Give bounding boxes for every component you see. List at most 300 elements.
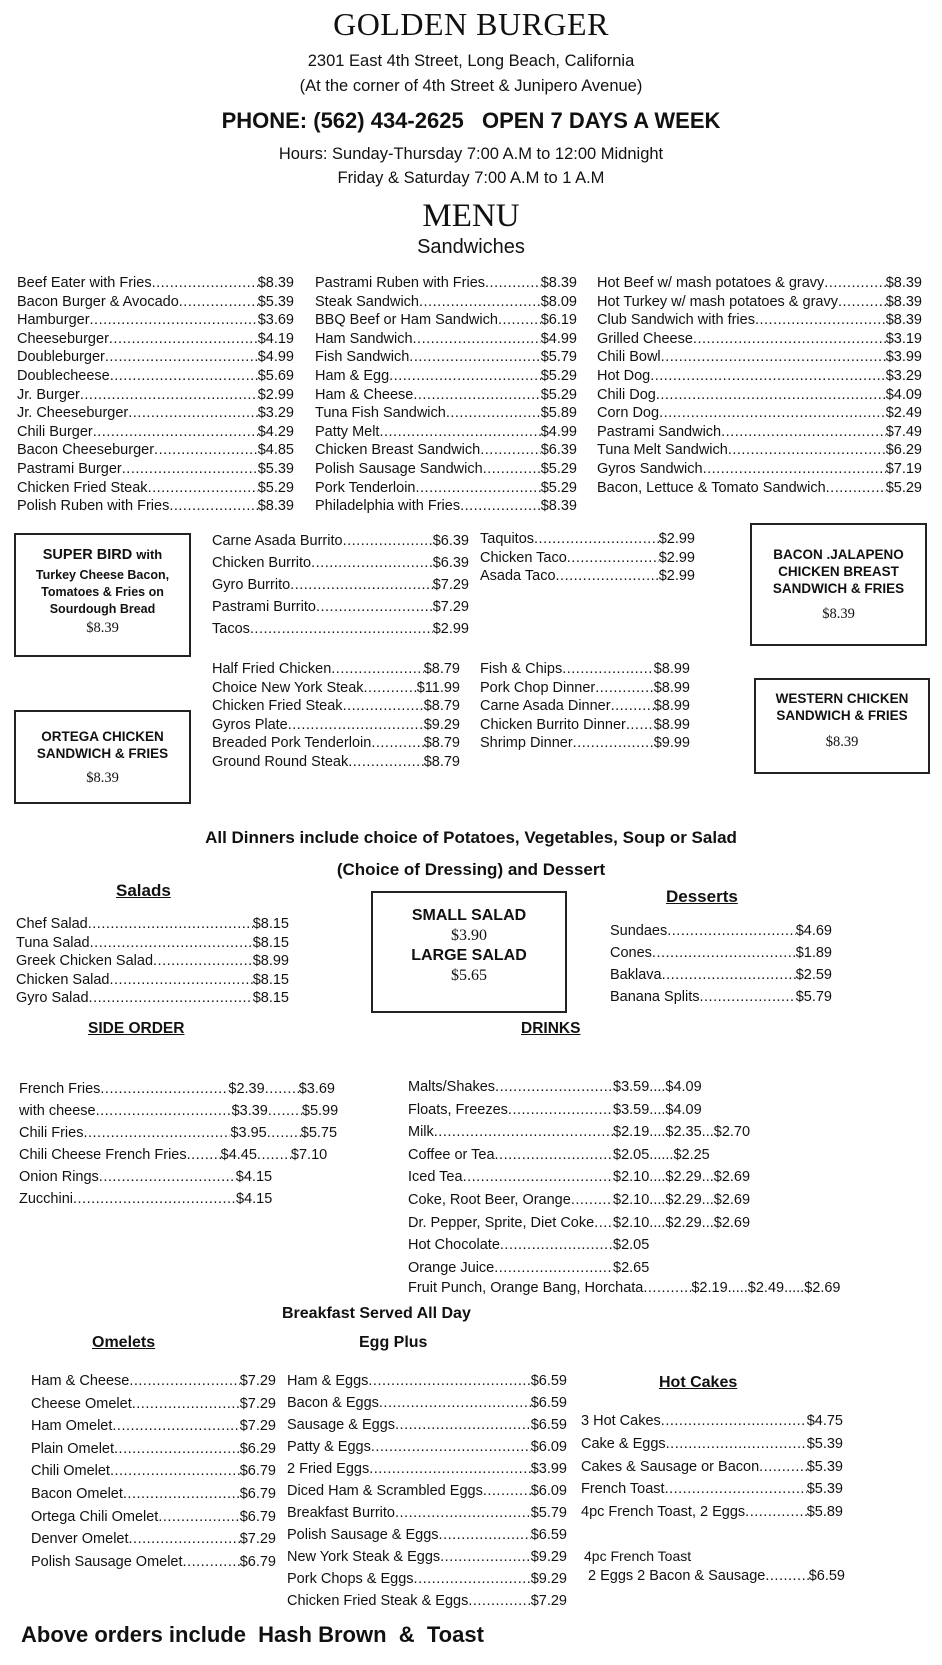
item-name: Patty & Eggs: [287, 1439, 371, 1455]
list-item: [315, 330, 577, 349]
leader-dots: [759, 1456, 807, 1479]
list-item: [597, 404, 922, 423]
list-item: Chili Fries ..... $3.95 ..... $5.75: [19, 1122, 379, 1144]
item-price: $5.29: [540, 479, 577, 496]
leader-dots: [409, 348, 540, 367]
ortega-chicken-box: [14, 710, 191, 804]
item-name: Gyros Sandwich: [597, 460, 703, 477]
leader-dots: [371, 734, 423, 753]
bacon-jalapeno-line3: SANDWICH & FRIES: [772, 581, 905, 596]
leader-dots: [626, 716, 654, 735]
item-name: Fish Sandwich: [315, 349, 410, 366]
drinks-punch: [408, 1279, 868, 1298]
dinners-col2: [480, 660, 690, 753]
item-price: $6.79: [239, 1553, 276, 1570]
item-name: Sausage & Eggs: [287, 1417, 396, 1433]
item-price: $8.39: [885, 312, 922, 329]
list-item: [597, 367, 922, 386]
list-item: [480, 530, 695, 549]
leader-dots: [434, 1121, 613, 1144]
leader-dots: [311, 552, 433, 574]
leader-dots: [495, 1144, 613, 1167]
leader-dots: [122, 460, 258, 479]
leader-dots: [508, 1099, 613, 1122]
item-name: New York Steak & Eggs: [287, 1549, 441, 1565]
item-name: Tacos: [212, 621, 250, 637]
item-price: $7.49: [885, 423, 922, 440]
drinks-heading: DRINKS: [521, 1020, 581, 1037]
leader-dots: [316, 596, 433, 618]
list-item: [480, 734, 690, 753]
list-item: Chili Cheese French Fries ..... $4.45 ..... $7.10: [19, 1144, 379, 1166]
list-item: [16, 934, 289, 953]
leader-dots: [667, 920, 795, 942]
item-price: $8.79: [423, 735, 460, 752]
list-item: [17, 441, 294, 460]
item-name: Polish Sausage Sandwich: [315, 460, 483, 477]
side-order-list: [19, 1078, 379, 1210]
french-toast-combo: [588, 1567, 845, 1586]
western-price: $8.39: [825, 734, 859, 750]
item-name: Club Sandwich with fries: [597, 312, 755, 329]
item-name: Chicken Burrito: [212, 555, 312, 571]
item-name: Iced Tea: [408, 1169, 463, 1186]
list-item: [315, 423, 577, 442]
list-item: [610, 920, 832, 942]
item-price: $6.59: [530, 1373, 567, 1389]
item-price: $6.29: [239, 1440, 276, 1457]
leader-dots: [290, 574, 433, 596]
item-name: Patty Melt: [315, 423, 380, 440]
leader-dots: [123, 1483, 240, 1506]
item-price: $9.29: [423, 716, 460, 733]
leader-dots: [105, 348, 258, 367]
item-name: Breaded Pork Tenderloin: [212, 735, 372, 752]
leader-dots: [110, 1460, 240, 1483]
item-price: $8.09: [540, 293, 577, 310]
list-item: [287, 1568, 567, 1590]
item-name: Ham Omelet: [31, 1418, 113, 1435]
item-price: $6.59: [530, 1527, 567, 1543]
small-salad-label: SMALL SALAD: [411, 907, 527, 924]
leader-dots: [483, 1480, 531, 1502]
leader-dots: [446, 404, 541, 423]
leader-dots: [343, 697, 424, 716]
item-name: Pork Chop Dinner: [480, 679, 596, 696]
item-name: Pork Tenderloin: [315, 479, 416, 496]
tacos-col: [480, 530, 695, 586]
item-name: Orange Juice: [408, 1259, 495, 1276]
leader-dots: [562, 660, 654, 679]
item-price: $3.99: [530, 1461, 567, 1477]
item-price: $5.89: [806, 1504, 843, 1521]
list-item: [31, 1438, 276, 1461]
item-name: Chili Bowl: [597, 349, 661, 366]
item-price: $7.19: [885, 460, 922, 477]
item-name: Gyro Salad: [16, 990, 89, 1007]
leader-dots: [389, 367, 541, 386]
item-name: Tuna Melt Sandwich: [597, 442, 728, 459]
list-item: [287, 1524, 567, 1546]
list-item: French Fries ..... $2.39 ..... $3.69: [19, 1078, 379, 1100]
leader-dots: [498, 311, 541, 330]
item-price: $4.09: [885, 386, 922, 403]
leader-dots: [656, 386, 886, 405]
item-price: $7.29: [432, 599, 469, 615]
item-name: Tuna Salad: [16, 934, 90, 951]
item-name: Coffee or Tea: [408, 1146, 495, 1163]
list-item: with cheese ..... $3.39 ..... $5.99: [19, 1100, 379, 1122]
leader-dots: [460, 497, 541, 516]
leader-dots: [250, 618, 433, 640]
large-salad-price: $5.65: [451, 967, 487, 984]
item-name: Polish Sausage & Eggs: [287, 1527, 439, 1543]
corner-note: (At the corner of 4th Street & Junipero Avenue): [299, 77, 643, 95]
leader-dots: [348, 753, 423, 772]
phone-line: PHONE: (562) 434-2625 OPEN 7 DAYS A WEEK: [221, 108, 721, 133]
item-price: $2.99: [658, 549, 695, 566]
egg-plus-list: [287, 1370, 567, 1612]
leader-dots: [368, 1370, 530, 1392]
list-item: [315, 293, 577, 312]
item-name: Ham Sandwich: [315, 330, 413, 347]
leader-dots: [154, 441, 258, 460]
leader-dots: [379, 1392, 531, 1414]
leader-dots: [110, 367, 258, 386]
list-item: [480, 716, 690, 735]
leader-dots: [494, 1257, 613, 1280]
leader-dots: [485, 274, 541, 293]
item-name: Steak Sandwich: [315, 293, 419, 310]
list-item: [16, 971, 289, 990]
bacon-jalapeno-line2: CHICKEN BREAST: [778, 564, 899, 579]
item-price: $7.29: [239, 1373, 276, 1389]
leader-dots: [595, 679, 653, 698]
leader-dots: [665, 1478, 807, 1501]
list-item: [31, 1528, 276, 1551]
item-price: $2.49: [885, 405, 922, 422]
leader-dots: [128, 404, 257, 423]
item-name: Carne Asada Dinner: [480, 698, 611, 715]
leader-dots: [129, 1528, 240, 1551]
item-name: Gyros Plate: [212, 716, 288, 733]
list-item: [610, 942, 832, 964]
item-name: Asada Taco: [480, 568, 556, 585]
item-name: Pastrami Ruben with Fries: [315, 275, 486, 291]
item-price: $6.09: [530, 1439, 567, 1455]
leader-dots: [93, 423, 258, 442]
french-toast-combo-label: 4pc French Toast: [584, 1548, 692, 1564]
item-name: Polish Ruben with Fries: [17, 498, 170, 515]
item-name: Carne Asada Burrito: [212, 533, 343, 549]
item-name: Taquitos: [480, 531, 535, 547]
item-price: $5.29: [885, 479, 922, 496]
leader-dots: [179, 293, 258, 312]
list-item: [315, 386, 577, 405]
leader-dots: [652, 942, 796, 964]
leader-dots: [745, 1501, 807, 1524]
item-price: $3.19: [885, 330, 922, 347]
item-name: Choice New York Steak: [212, 679, 364, 696]
list-item: [408, 1212, 788, 1235]
leader-dots: [567, 549, 659, 568]
item-name: Hot Beef w/ mash potatoes & gravy: [597, 275, 825, 291]
item-name: Dr. Pepper, Sprite, Diet Coke: [408, 1214, 595, 1231]
item-name: Malts/Shakes: [408, 1079, 496, 1095]
item-name: Cones: [610, 945, 652, 961]
item-price: $2.05: [613, 1237, 650, 1254]
list-item: [581, 1456, 843, 1479]
list-item: [212, 734, 460, 753]
leader-dots: [721, 423, 886, 442]
dinners-note-1: All Dinners include choice of Potatoes, Vegetables, Soup or Salad: [205, 828, 737, 847]
leader-dots: [80, 386, 258, 405]
item-price: $9.29: [530, 1571, 567, 1587]
list-item: [597, 479, 922, 498]
item-name: Chicken Burrito Dinner: [480, 716, 626, 733]
item-name: Ham & Cheese: [31, 1373, 130, 1389]
leader-dots: [468, 1590, 530, 1612]
item-name: Bacon Cheeseburger: [17, 442, 155, 459]
list-item: [212, 660, 460, 679]
list-item: [581, 1478, 843, 1501]
item-name: Cake & Eggs: [581, 1435, 666, 1452]
item-price: $9.29: [530, 1549, 567, 1565]
leader-dots: [571, 1189, 613, 1212]
item-name: Philadelphia with Fries: [315, 498, 461, 515]
salad-size-box: [371, 891, 567, 1013]
leader-dots: [148, 479, 258, 498]
item-price: $7.29: [239, 1531, 276, 1548]
item-price: $4.19: [257, 330, 294, 347]
item-name: Diced Ham & Scrambled Eggs: [287, 1483, 483, 1499]
item-price: $2.99: [658, 531, 695, 547]
omelets-list: [31, 1370, 276, 1573]
item-price: $2.65: [613, 1259, 650, 1276]
item-name: 4pc French Toast, 2 Eggs: [581, 1504, 746, 1521]
list-item: [287, 1458, 567, 1480]
item-name: Chicken Breast Sandwich: [315, 442, 481, 459]
leader-dots: [413, 386, 540, 405]
list-item: [315, 479, 577, 498]
super-bird-price: $8.39: [86, 620, 119, 636]
list-item: [31, 1506, 276, 1529]
list-item: [17, 386, 294, 405]
item-price: $7.29: [530, 1593, 567, 1609]
sandwiches-col1: [17, 274, 294, 516]
item-price: $4.99: [540, 330, 577, 347]
list-item: [597, 423, 922, 442]
list-item: [31, 1393, 276, 1416]
leader-dots: [594, 1212, 613, 1235]
leader-dots: [129, 1370, 239, 1393]
leader-dots: [650, 367, 886, 386]
list-item: [597, 311, 922, 330]
leader-dots: [440, 1546, 531, 1568]
leader-dots: [838, 293, 886, 312]
list-item: [287, 1590, 567, 1612]
leader-dots: [90, 311, 258, 330]
leader-dots: [331, 660, 423, 679]
list-item: [17, 497, 294, 516]
list-item: [408, 1234, 788, 1257]
item-price: $8.39: [257, 275, 294, 291]
item-name: Greek Chicken Salad: [16, 953, 154, 970]
leader-dots: [659, 404, 886, 423]
item-price: $8.99: [653, 661, 690, 677]
item-name: Hot Chocolate: [408, 1237, 500, 1254]
list-item: [315, 404, 577, 423]
item-name: Chicken Fried Steak: [212, 698, 343, 715]
item-name: Jr. Burger: [17, 386, 80, 403]
item-price: $5.29: [540, 367, 577, 384]
leader-dots: [183, 1551, 240, 1574]
item-name: Hot Dog: [597, 367, 651, 384]
leader-dots: [693, 330, 886, 349]
item-name: 2 Fried Eggs: [287, 1461, 370, 1477]
item-price: $11.99: [416, 679, 460, 696]
list-item: [287, 1370, 567, 1392]
list-item: [17, 274, 294, 293]
leader-dots: [703, 460, 886, 479]
list-item: [17, 479, 294, 498]
leader-dots: [110, 971, 253, 990]
salads-list: [16, 915, 289, 1008]
list-item: [480, 679, 690, 698]
large-salad-label: LARGE SALAD: [411, 947, 527, 964]
item-name: Doubleburger: [17, 349, 105, 366]
item-name: Fish & Chips: [480, 661, 563, 677]
leader-dots: [661, 348, 886, 367]
western-line1: WESTERN CHICKEN: [775, 691, 909, 706]
item-name: Ham & Egg: [315, 367, 390, 384]
item-name: Floats, Freezes: [408, 1101, 508, 1118]
list-item: [408, 1144, 788, 1167]
list-item: [17, 404, 294, 423]
list-item: [408, 1189, 788, 1212]
item-price: $4.29: [257, 423, 294, 440]
list-item: Zucchini ..... $4.15: [19, 1188, 379, 1210]
leader-dots: [480, 441, 540, 460]
list-item: [480, 549, 695, 568]
leader-dots: [413, 330, 541, 349]
list-item: [16, 915, 289, 934]
leader-dots: [463, 1166, 613, 1189]
super-bird-with: with: [136, 547, 163, 562]
leader-dots: [114, 1438, 240, 1461]
menu-title: MENU: [422, 198, 520, 234]
list-item: [597, 460, 922, 479]
list-item: [287, 1502, 567, 1524]
item-name: Chili Dog: [597, 386, 656, 403]
list-item: [16, 952, 289, 971]
super-bird-desc3: Sourdough Bread: [49, 602, 156, 616]
item-name: Cheese Omelet: [31, 1395, 132, 1412]
item-price: $2.99: [658, 568, 695, 585]
item-name: Pastrami Burrito: [212, 599, 316, 615]
list-item: Onion Rings ..... $4.15: [19, 1166, 379, 1188]
bacon-jalapeno-line1: BACON .JALAPENO: [773, 547, 904, 562]
bacon-jalapeno-price: $8.39: [822, 606, 855, 622]
list-item: [480, 697, 690, 716]
list-item: [315, 274, 577, 293]
dinners-note-2: (Choice of Dressing) and Dessert: [336, 860, 606, 879]
leader-dots: [500, 1234, 613, 1257]
leader-dots: [662, 964, 796, 986]
list-item: [287, 1414, 567, 1436]
item-price: $6.39: [540, 442, 577, 459]
leader-dots: [89, 989, 253, 1008]
item-price: $3.59....$4.09: [613, 1101, 702, 1118]
item-price: $8.39: [885, 275, 922, 291]
item-price: $6.79: [239, 1508, 276, 1525]
item-name: Sundaes: [610, 923, 668, 939]
sandwiches-col3: [597, 274, 922, 497]
list-item: Fruit Punch, Orange Bang, Horchata ..... $2.19.....$2.49.....$2.69: [408, 1279, 868, 1298]
list-item: [16, 989, 289, 1008]
list-item: [315, 441, 577, 460]
item-name: Chicken Fried Steak & Eggs: [287, 1593, 469, 1609]
item-price: $3.69: [257, 312, 294, 329]
list-item: [17, 460, 294, 479]
item-price: $8.39: [540, 498, 577, 515]
hot-cakes-heading: Hot Cakes: [659, 1374, 738, 1391]
list-item: [287, 1480, 567, 1502]
item-price: $4.75: [806, 1413, 843, 1429]
item-price: $8.15: [252, 990, 289, 1007]
item-price: $2.10....$2.29...$2.69: [613, 1169, 751, 1186]
item-name: Jr. Cheeseburger: [17, 405, 129, 422]
item-price: $2.10....$2.29...$2.69: [613, 1214, 751, 1231]
list-item: [17, 293, 294, 312]
item-name: Grilled Cheese: [597, 330, 693, 347]
leader-dots: [419, 293, 541, 312]
list-item: [597, 386, 922, 405]
item-name: Chef Salad: [16, 916, 88, 932]
item-name: Breakfast Burrito: [287, 1505, 395, 1521]
western-chicken-box: [754, 678, 930, 774]
list-item: [597, 274, 922, 293]
leader-dots: [534, 530, 659, 549]
item-price: $8.15: [252, 971, 289, 988]
list-item: [610, 986, 832, 1008]
item-price: $6.19: [540, 312, 577, 329]
item-price: $9.99: [653, 735, 690, 752]
item-price: $1.89: [795, 945, 832, 961]
item-price: $5.29: [540, 460, 577, 477]
list-item: [212, 753, 460, 772]
item-price: $6.59: [530, 1395, 567, 1411]
leader-dots: [288, 716, 424, 735]
item-price: $7.29: [239, 1418, 276, 1435]
list-item: [581, 1410, 843, 1433]
leader-dots: [343, 530, 433, 552]
leader-dots: [826, 479, 886, 498]
list-item: [212, 618, 469, 640]
item-price: $5.79: [540, 349, 577, 366]
leader-dots: [152, 274, 258, 293]
list-item: [315, 311, 577, 330]
item-name: Cakes & Sausage or Bacon: [581, 1458, 760, 1475]
list-item: [610, 964, 832, 986]
list-item: [31, 1415, 276, 1438]
list-item: [597, 348, 922, 367]
breakfast-title: Breakfast Served All Day: [282, 1305, 471, 1322]
item-price: $7.29: [432, 577, 469, 593]
list-item: [581, 1433, 843, 1456]
desserts-heading: Desserts: [666, 887, 738, 906]
list-item: [17, 311, 294, 330]
